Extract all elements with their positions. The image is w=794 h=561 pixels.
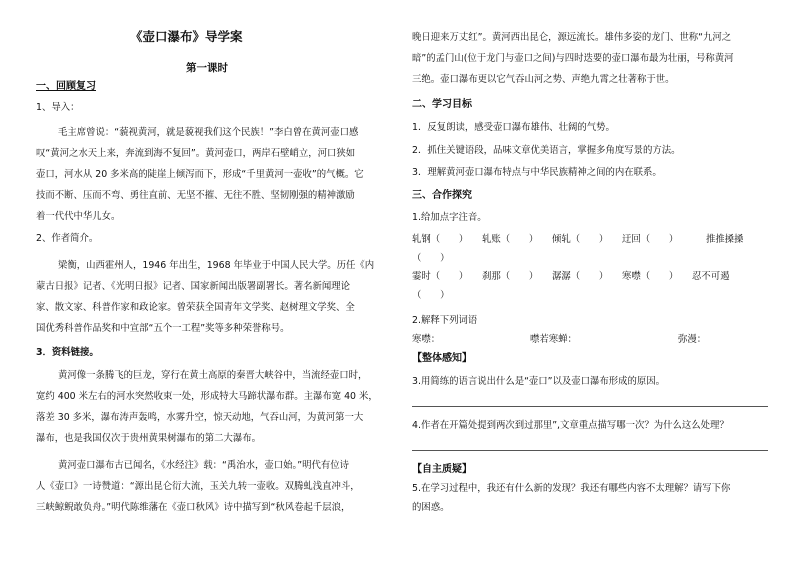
overall-perception-label: 【整体感知】 [412, 353, 472, 364]
pinyin-item: （ ） [412, 290, 450, 301]
author-line-1: 梁衡，山西霍州人，1946 年出生，1968 年毕业于中国人民大学。历任《内 [58, 260, 375, 271]
intro-line-2: 叹“黄河之水天上来，奔流到海不复回”。黄河壶口，两岸石壁峭立，河口狭如 [36, 148, 356, 159]
question-5-line-1: 5.在学习过程中，我还有什么新的发现？我还有哪些内容不太理解？请写下你 [412, 483, 731, 494]
continued-line-2: 暗”的孟门山(位于龙门与壶口之间)与四时迭要的壶口瀑布最为壮丽，号称黄河 [412, 53, 734, 64]
pinyin-item: 霎时（ ） [412, 271, 469, 282]
item-resources: 3．资料链接。 [36, 347, 99, 358]
section-explore-heading: 三、合作探究 [412, 190, 472, 201]
intro-line-4: 技而不断、压而不弯、勇往直前、无坚不摧、无往不胜、坚韧刚强的精神激励 [36, 190, 355, 201]
pinyin-item: 忍不可遏 [692, 271, 730, 282]
continued-line-3: 三绝。壶口瀑布更以它气吞山河之势、声绝九霄之壮著称于世。 [412, 74, 675, 85]
self-question-label: 【自主质疑】 [412, 464, 472, 475]
section-goals-heading: 二、学习目标 [412, 99, 472, 110]
goal-1: 1．反复朗读，感受壶口瀑布雄伟、壮阔的气势。 [412, 122, 615, 133]
intro-line-1: 毛主席曾说：“藐视黄河，就是藐视我们这个民族！”李白曾在黄河壶口感 [58, 127, 359, 138]
answer-line [412, 406, 768, 407]
pinyin-item: 倾轧（ ） [552, 234, 609, 245]
question-1: 1.给加点字注音。 [412, 212, 487, 223]
term-item: 噤若寒蝉： [530, 334, 577, 345]
continued-line-1: 晚日迎来万丈红”。黄河西出昆仑，源远流长。雄伟多姿的龙门、世称“九河之 [412, 32, 732, 43]
section-review-heading-text: 一、回顾复习 [36, 81, 96, 92]
author-line-4: 国优秀科普作品奖和中宣部“五个一工程”奖等多种荣誉称号。 [36, 323, 290, 334]
history-line-3: 三峡鲸鲵敢负舟。”明代陈维藩在《壶口秋风》诗中描写到“秋风卷起千层浪， [36, 502, 351, 513]
pinyin-item: （ ） [412, 253, 450, 264]
goal-2: 2．抓住关键语段，品味文章优美语言，掌握多角度写景的方法。 [412, 145, 681, 156]
question-2: 2.解释下列词语 [412, 315, 478, 326]
pinyin-item: 轧钢（ ） [412, 234, 469, 245]
pinyin-item: 刹那（ ） [482, 271, 539, 282]
pinyin-item: 迂回（ ） [622, 234, 679, 245]
history-line-2: 人《壶口》一诗赞道：“源出昆仑衍大流，玉关九转一壶收。双腾虬浅直冲斗， [36, 481, 360, 492]
question-4: 4.作者在开篇处提到两次到过那里”,文章重点描写哪一次？为什么这么处理？ [412, 420, 729, 431]
pinyin-item: 寒噤（ ） [622, 271, 679, 282]
author-line-2: 蒙古日报》记者、《光明日报》记者、国家新闻出版署副署长。著名新闻理论 [36, 281, 351, 292]
lesson-subtitle: 第一课时 [186, 62, 228, 74]
document-title: 《壶口瀑布》导学案 [130, 29, 243, 44]
term-item: 弥漫： [678, 334, 707, 345]
answer-line [412, 450, 768, 451]
resource-line-3: 落差 30 多米，瀑布涛声轰鸣，水雾升空，惊天动地，气吞山河，为黄河第一大 [36, 412, 364, 423]
item-intro: 1、导入： [36, 102, 80, 113]
intro-line-5: 着一代代中华儿女。 [36, 211, 121, 222]
history-line-1: 黄河壶口瀑布古已闻名，《水经注》载：“禹治水，壶口始。”明代有位诗 [58, 460, 349, 471]
pinyin-item: 潺潺（ ） [552, 271, 609, 282]
item-author: 2、作者简介。 [36, 233, 99, 244]
resource-line-4: 瀑布，也是我国仅次于贵州黄果树瀑布的第二大瀑布。 [36, 433, 262, 444]
author-line-3: 家、散文家、科普作家和政论家。曾荣获全国青年文学奖、赵树理文学奖、全 [36, 302, 355, 313]
pinyin-item: 推推搡搡 [706, 234, 744, 245]
goal-3: 3．理解黄河壶口瀑布特点与中华民族精神之间的内在联系。 [412, 167, 662, 178]
resource-line-1: 黄河像一条腾飞的巨龙，穿行在黄土高原的秦晋大峡谷中，当流经壶口时， [58, 370, 368, 381]
question-3: 3.用简练的语言说出什么是“壶口”以及壶口瀑布形成的原因。 [412, 376, 666, 387]
question-5-line-2: 的困惑。 [412, 502, 450, 513]
term-item: 寒噤： [412, 334, 441, 345]
intro-line-3: 壶口，河水从 20 多米高的陡崖上倾泻而下，形成“千里黄河一壶收”的气概。它 [36, 169, 364, 180]
section-review-heading [36, 80, 96, 94]
pinyin-item: 轧账（ ） [482, 234, 539, 245]
resource-line-2: 宽约 400 米左右的河水突然收束一处，形成特大马蹄状瀑布群。主瀑布宽 40 米， [36, 391, 378, 402]
